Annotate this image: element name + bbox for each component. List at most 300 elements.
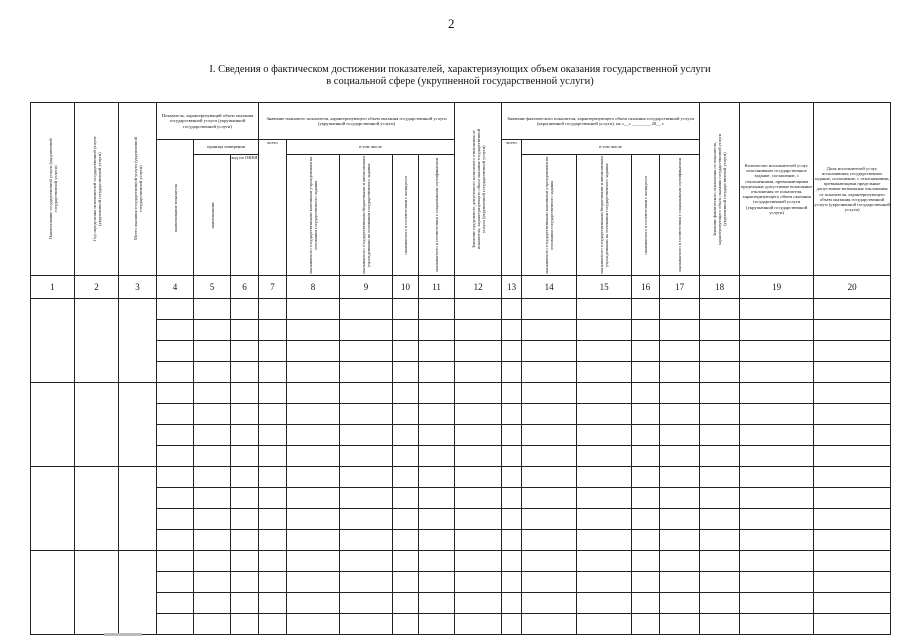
table-cell <box>393 551 419 572</box>
table-cell <box>700 446 740 467</box>
table-cell <box>522 404 577 425</box>
table-cell <box>393 299 419 320</box>
table-cell <box>287 299 340 320</box>
table-cell <box>393 446 419 467</box>
table-cell <box>814 383 891 404</box>
table-cell <box>419 614 455 635</box>
table-cell <box>502 551 522 572</box>
table-cell <box>393 467 419 488</box>
table-row <box>31 530 891 551</box>
table-row <box>31 551 891 572</box>
table-cell <box>577 593 632 614</box>
table-cell <box>157 572 194 593</box>
table-cell <box>231 530 259 551</box>
table-cell <box>814 446 891 467</box>
column-number: 20 <box>814 276 891 299</box>
table-cell <box>231 446 259 467</box>
table-cell <box>502 572 522 593</box>
table-cell <box>259 320 287 341</box>
table-cell <box>393 572 419 593</box>
table-cell <box>194 362 231 383</box>
table-cell <box>287 467 340 488</box>
table-cell <box>419 551 455 572</box>
table-cell <box>340 593 393 614</box>
table-cell <box>119 299 157 383</box>
table-cell <box>577 341 632 362</box>
table-cell <box>340 614 393 635</box>
table-cell <box>522 320 577 341</box>
table-cell <box>522 509 577 530</box>
column-number: 9 <box>340 276 393 299</box>
table-cell <box>287 593 340 614</box>
table-cell <box>393 593 419 614</box>
table-cell <box>393 404 419 425</box>
table-cell <box>455 383 502 404</box>
table-cell <box>157 299 194 320</box>
table-cell <box>632 383 660 404</box>
column-number: 19 <box>740 276 814 299</box>
table-cell <box>660 593 700 614</box>
table-cell <box>502 404 522 425</box>
title-line-2: в социальной сфере (укрупненной государственной услуги) <box>326 76 594 87</box>
table-row <box>31 593 891 614</box>
table-cell <box>419 341 455 362</box>
table-cell <box>419 425 455 446</box>
table-row <box>31 614 891 635</box>
table-cell <box>660 446 700 467</box>
table-cell <box>700 404 740 425</box>
table-cell <box>660 530 700 551</box>
table-cell <box>700 320 740 341</box>
table-cell <box>502 593 522 614</box>
table-cell <box>814 362 891 383</box>
table-cell <box>814 614 891 635</box>
table-cell <box>814 425 891 446</box>
table-cell <box>287 614 340 635</box>
table-cell <box>814 299 891 320</box>
table-row <box>31 362 891 383</box>
table-cell <box>577 614 632 635</box>
table-cell <box>31 299 75 383</box>
table-cell <box>632 593 660 614</box>
table-cell <box>632 467 660 488</box>
table-cell <box>157 467 194 488</box>
table-cell <box>340 467 393 488</box>
table-cell <box>502 530 522 551</box>
table-cell <box>419 572 455 593</box>
table-cell <box>75 551 119 635</box>
table-cell <box>502 383 522 404</box>
table-cell <box>502 446 522 467</box>
table-cell <box>194 383 231 404</box>
table-cell <box>455 572 502 593</box>
table-cell <box>577 551 632 572</box>
table-cell <box>287 509 340 530</box>
table-cell <box>700 299 740 320</box>
table-cell <box>502 320 522 341</box>
table-cell <box>259 530 287 551</box>
table-row <box>31 467 891 488</box>
table-cell <box>455 341 502 362</box>
table-cell <box>194 299 231 320</box>
header-col-9: оказываемого государственными бюджетными и автономными учреждениями на основании государственного задания <box>340 155 393 276</box>
table-cell <box>740 467 814 488</box>
table-cell <box>660 614 700 635</box>
table-cell <box>157 488 194 509</box>
column-number: 3 <box>119 276 157 299</box>
table-cell <box>660 404 700 425</box>
table-cell <box>502 341 522 362</box>
table-cell <box>522 383 577 404</box>
table-cell <box>231 320 259 341</box>
column-number: 16 <box>632 276 660 299</box>
table-row <box>31 509 891 530</box>
table-cell <box>231 551 259 572</box>
table-cell <box>231 383 259 404</box>
table-cell <box>700 530 740 551</box>
table-cell <box>31 467 75 551</box>
table-row <box>31 383 891 404</box>
table-cell <box>259 446 287 467</box>
table-cell <box>259 593 287 614</box>
table-cell <box>419 593 455 614</box>
header-col-20: Доля исполнителей услуг, исполнивших государственное задание, соглашение, с отклонениями, превышающими предельные допустимые возможные отклонения от показателя, характеризующего объем оказания государственной услуги (укрупненной государственной услуги) <box>814 103 891 276</box>
table-cell <box>231 299 259 320</box>
column-number: 11 <box>419 276 455 299</box>
table-cell <box>75 467 119 551</box>
table-cell <box>231 404 259 425</box>
table-cell <box>119 551 157 635</box>
table-cell <box>340 362 393 383</box>
table-cell <box>287 341 340 362</box>
table-cell <box>577 572 632 593</box>
table-cell <box>502 614 522 635</box>
table-cell <box>632 446 660 467</box>
table-cell <box>119 467 157 551</box>
table-cell <box>455 299 502 320</box>
table-cell <box>194 509 231 530</box>
table-cell <box>814 341 891 362</box>
table-cell <box>259 614 287 635</box>
column-number: 1 <box>31 276 75 299</box>
table-cell <box>522 488 577 509</box>
table-cell <box>157 425 194 446</box>
table-cell <box>455 467 502 488</box>
table-row <box>31 446 891 467</box>
table-cell <box>814 593 891 614</box>
table-cell <box>287 320 340 341</box>
table-cell <box>522 593 577 614</box>
table-cell <box>632 614 660 635</box>
header-col-14: оказываемого государственными казенными учреждениями на основании государственного задания <box>522 155 577 276</box>
table-cell <box>259 509 287 530</box>
table-cell <box>522 341 577 362</box>
table-cell <box>157 320 194 341</box>
table-cell <box>393 320 419 341</box>
column-number: 7 <box>259 276 287 299</box>
table-cell <box>740 299 814 320</box>
table-cell <box>157 551 194 572</box>
table-cell <box>577 446 632 467</box>
column-number: 6 <box>231 276 259 299</box>
table-cell <box>393 530 419 551</box>
table-cell <box>393 425 419 446</box>
table-cell <box>259 488 287 509</box>
header-col-6: код по ОКЕИ <box>231 155 259 276</box>
table-cell <box>157 614 194 635</box>
table-cell <box>455 320 502 341</box>
table-row <box>31 572 891 593</box>
header-col-11: оказываемого в соответствии с социальными сертификатами <box>419 155 455 276</box>
table-cell <box>157 446 194 467</box>
header-col-7: всего <box>259 140 287 276</box>
table-cell <box>522 530 577 551</box>
table-cell <box>577 488 632 509</box>
table-cell <box>259 467 287 488</box>
header-col-10: оказываемого в соответствии с конкурсом <box>393 155 419 276</box>
header-col-3: Место оказания государственной услуги (укрупненной государственной услуги) <box>119 103 157 276</box>
table-cell <box>740 425 814 446</box>
table-cell <box>393 383 419 404</box>
table-row <box>31 425 891 446</box>
table-cell <box>231 425 259 446</box>
table-cell <box>455 446 502 467</box>
table-cell <box>194 614 231 635</box>
table-cell <box>740 593 814 614</box>
title-line-1: I. Сведения о фактическом достижении показателей, характеризующих объем оказания государственной услуги <box>209 64 711 75</box>
table-cell <box>287 488 340 509</box>
table-cell <box>231 488 259 509</box>
table-cell <box>577 467 632 488</box>
table-cell <box>455 425 502 446</box>
table-cell <box>632 530 660 551</box>
header-col-12: Значение предельного допустимого возможного отклонения от показателя, характеризующего объем оказания государственной услуги (укрупненной государственной услуги) <box>455 103 502 276</box>
table-cell <box>740 341 814 362</box>
header-unit: единица измерения <box>194 140 259 155</box>
table-cell <box>287 446 340 467</box>
table-cell <box>522 446 577 467</box>
table-cell <box>194 320 231 341</box>
table-cell <box>194 530 231 551</box>
header-col-17: оказываемого в соответствии с социальными сертификатами <box>660 155 700 276</box>
table-cell <box>502 488 522 509</box>
table-cell <box>157 593 194 614</box>
table-cell <box>340 404 393 425</box>
column-number-row <box>31 276 891 299</box>
table-cell <box>700 425 740 446</box>
table-cell <box>231 341 259 362</box>
table-cell <box>632 320 660 341</box>
column-number: 10 <box>393 276 419 299</box>
table-cell <box>231 362 259 383</box>
header-col-18: Значение фактического отклонения от показателя, характеризующего объем оказания государственной услуги (укрупненной государственной услуги) <box>700 103 740 276</box>
table-cell <box>194 488 231 509</box>
table-cell <box>194 341 231 362</box>
header-col-5: наименование <box>194 155 231 276</box>
table-cell <box>740 362 814 383</box>
table-cell <box>31 551 75 635</box>
table-cell <box>632 509 660 530</box>
table-cell <box>740 551 814 572</box>
header-col-2: Год определения исполнителей государственной услуги (укрупненной государственной услуги) <box>75 103 119 276</box>
table-cell <box>455 593 502 614</box>
table-cell <box>287 551 340 572</box>
table-cell <box>340 572 393 593</box>
table-cell <box>340 341 393 362</box>
table-cell <box>700 551 740 572</box>
header-incl-actual: в том числе <box>522 140 700 155</box>
table-cell <box>740 404 814 425</box>
table-row <box>31 299 891 320</box>
report-table <box>30 102 891 635</box>
table-cell <box>259 362 287 383</box>
table-cell <box>740 488 814 509</box>
table-cell <box>522 614 577 635</box>
table-cell <box>700 488 740 509</box>
table-cell <box>231 593 259 614</box>
header-col-1: Наименование государственной услуги (укрупненной государственной услуги) <box>31 103 75 276</box>
table-cell <box>157 530 194 551</box>
table-cell <box>660 509 700 530</box>
table-cell <box>660 320 700 341</box>
table-cell <box>31 383 75 467</box>
table-cell <box>660 488 700 509</box>
table-cell <box>75 383 119 467</box>
page-number: 2 <box>448 16 455 31</box>
table-cell <box>455 509 502 530</box>
table-cell <box>419 467 455 488</box>
table-cell <box>340 299 393 320</box>
header-col-19: Количество исполнителей услуг, исполнивших государственное задание, соглашение, с отклонениями, превышающими предельные допустимые возможные отклонения от показателя, характеризующего объем оказания государственной услуги (укрупненной государственной услуги) <box>740 103 814 276</box>
table-cell <box>393 614 419 635</box>
table-cell <box>259 341 287 362</box>
table-cell <box>660 383 700 404</box>
table-cell <box>157 404 194 425</box>
table-cell <box>393 488 419 509</box>
table-cell <box>814 467 891 488</box>
table-cell <box>740 383 814 404</box>
table-cell <box>455 404 502 425</box>
table-cell <box>194 425 231 446</box>
table-cell <box>340 446 393 467</box>
table-cell <box>700 383 740 404</box>
table-cell <box>700 614 740 635</box>
table-cell <box>814 551 891 572</box>
table-cell <box>419 320 455 341</box>
table-cell <box>75 299 119 383</box>
column-number: 17 <box>660 276 700 299</box>
table-cell <box>419 530 455 551</box>
table-cell <box>287 425 340 446</box>
table-cell <box>632 572 660 593</box>
table-cell <box>340 488 393 509</box>
table-cell <box>259 425 287 446</box>
table-cell <box>455 488 502 509</box>
table-cell <box>632 551 660 572</box>
column-number: 15 <box>577 276 632 299</box>
table-cell <box>660 299 700 320</box>
table-cell <box>340 383 393 404</box>
table-cell <box>577 509 632 530</box>
table-cell <box>194 551 231 572</box>
table-cell <box>393 341 419 362</box>
column-number: 18 <box>700 276 740 299</box>
header-group-indicator: Показатель, характеризующий объем оказания государственной услуги (укрупненной государственной услуги) <box>157 103 259 140</box>
table-cell <box>577 404 632 425</box>
table-body <box>31 299 891 635</box>
table-cell <box>700 341 740 362</box>
header-incl-planned: в том числе <box>287 140 455 155</box>
table-cell <box>700 467 740 488</box>
column-number: 8 <box>287 276 340 299</box>
table-cell <box>231 509 259 530</box>
table-cell <box>740 446 814 467</box>
table-cell <box>700 509 740 530</box>
table-cell <box>455 530 502 551</box>
table-cell <box>740 509 814 530</box>
table-row <box>31 320 891 341</box>
table-cell <box>632 425 660 446</box>
table-cell <box>814 488 891 509</box>
table-cell <box>814 404 891 425</box>
table-cell <box>259 551 287 572</box>
table-cell <box>814 320 891 341</box>
table-cell <box>455 551 502 572</box>
table-cell <box>632 488 660 509</box>
table-cell <box>502 509 522 530</box>
page-title <box>180 64 740 88</box>
column-number: 5 <box>194 276 231 299</box>
table-cell <box>700 362 740 383</box>
table-cell <box>419 362 455 383</box>
table-cell <box>660 572 700 593</box>
table-cell <box>660 362 700 383</box>
table-cell <box>660 425 700 446</box>
table-cell <box>393 509 419 530</box>
table-row <box>31 488 891 509</box>
header-group-planned: Значение планового показателя, характеризующего объем оказания государственной услуги (укрупненной государственной услуги) <box>259 103 455 140</box>
table-cell <box>522 572 577 593</box>
table-cell <box>419 488 455 509</box>
table-cell <box>577 383 632 404</box>
table-cell <box>660 467 700 488</box>
table-cell <box>660 551 700 572</box>
table-cell <box>419 383 455 404</box>
table-cell <box>287 572 340 593</box>
header-group-actual: Значение фактического показателя, характеризующего объем оказания государственной услуги (укрупненной государственной услуги), на «__» ________ 20__ г. <box>502 103 700 140</box>
table-cell <box>632 341 660 362</box>
table-cell <box>419 509 455 530</box>
table-cell <box>455 614 502 635</box>
table-cell <box>259 572 287 593</box>
table-cell <box>522 362 577 383</box>
table-cell <box>393 362 419 383</box>
table-cell <box>577 299 632 320</box>
table-cell <box>194 446 231 467</box>
header-col-15: оказываемого государственными бюджетными и автономными учреждениями на основании государственного задания <box>577 155 632 276</box>
table-cell <box>194 467 231 488</box>
table-cell <box>814 530 891 551</box>
table-cell <box>287 383 340 404</box>
table-cell <box>340 320 393 341</box>
table-cell <box>259 383 287 404</box>
column-number: 4 <box>157 276 194 299</box>
table-cell <box>157 341 194 362</box>
table-cell <box>632 299 660 320</box>
table-cell <box>119 383 157 467</box>
table-cell <box>340 425 393 446</box>
table-cell <box>740 614 814 635</box>
